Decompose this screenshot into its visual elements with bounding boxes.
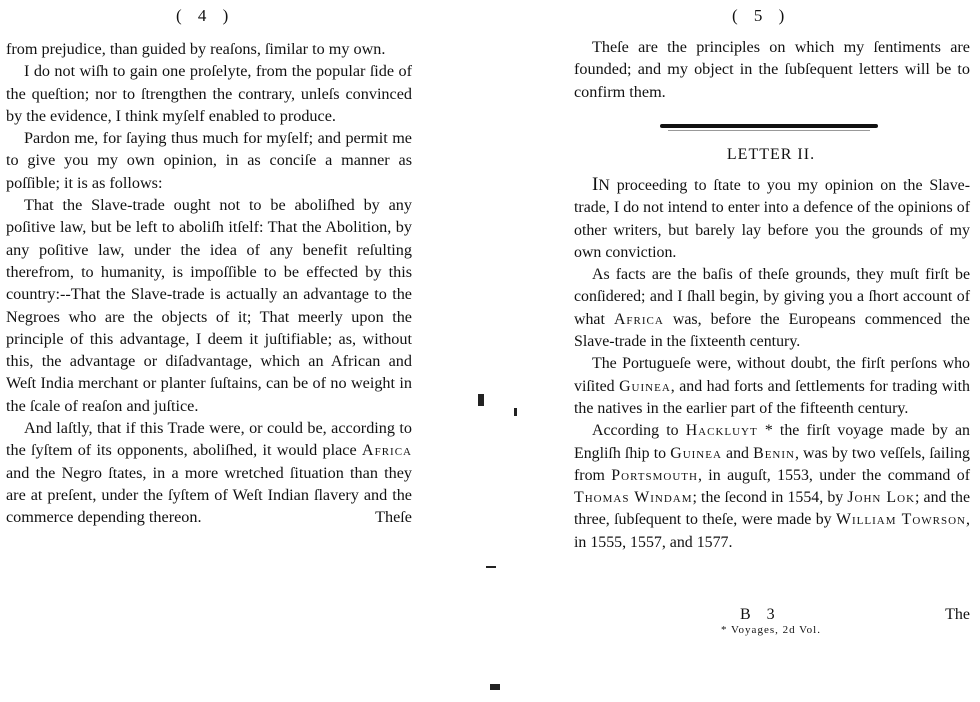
paragraph: As facts are the baſis of theſe grounds, they muſt firſt be conſidered; and I ſhall begin, by giving you a ſhort account of what Africa was, before the Europeans commenced the Slave-trade in the ſixteenth century. — [574, 266, 970, 351]
paragraph: Theſe are the principles on which my ſentiments are founded; and my object in the ſubſequent letters will be to confirm them. — [574, 38, 970, 101]
letter-body — [574, 174, 970, 554]
paragraph-last: And laſtly, that if this Trade were, or could be, according to the ſyſtem of its opponents, aboliſhed, it would place Africa and the Negro ſtates, in a more wretched ſituation than they are at preſent, under the ſyſtem of Weſt Indian ſlavery and the commerce depending thereon. Theſe — [6, 417, 412, 528]
gutter-speck — [490, 684, 500, 690]
gutter-speck — [478, 394, 484, 406]
place-name-africa: Africa — [361, 441, 412, 460]
left-page — [0, 0, 420, 702]
footnote: * Voyages, 2d Vol. — [720, 624, 821, 636]
place-name-benin: Benin — [753, 444, 795, 462]
person-john-lok: John Lok — [847, 489, 916, 507]
right-page-number: ( 5 ) — [732, 6, 791, 25]
right-page-opening — [574, 36, 970, 103]
section-rule — [660, 124, 878, 128]
page-foot — [574, 606, 970, 624]
catchword: The — [945, 606, 970, 623]
left-page-body — [6, 38, 412, 529]
paragraph: According to Hackluyt * the firſt voyage made by an Engliſh ſhip to Guinea and Benin, was by two veſſels, ſailing from Portsmouth, in auguſt, 1553, under the command of Thomas Windam; the ſecond in 1554, by John Lok; and the three, ſubſequent to theſe, were made by William Towrson, in 1555, 1557, and 1577. — [574, 422, 970, 551]
author-hackluyt: Hackluyt — [685, 422, 758, 440]
paragraph: I do not wiſh to gain one proſelyte, from the popular ſide of the queſtion; nor to ſtrengthen the contrary, unleſs convinced by the evidence, I think myſelf enabled to produce. — [6, 62, 412, 125]
place-name-guinea: Guinea — [670, 444, 722, 462]
paragraph: Pardon me, for ſaying thus much for myſelf; and permit me to give you my own opinion, in as conciſe a manner as poſſible; it is as follows: — [6, 129, 412, 192]
left-page-number: ( 4 ) — [176, 6, 235, 25]
person-thomas-windam: Thomas Windam — [574, 489, 693, 507]
gutter-speck — [486, 566, 496, 568]
paragraph: That the Slave-trade ought not to be aboliſhed by any poſitive law, but be left to aboliſh itſelf: That the Abolition, by any poſitive law, under the idea of any benefit reſulting therefrom, to humanity, is impoſſible to be effected by this country:--That the Slave-trade is actually an advantage to the Negroes who are the objects of it; That meerly upon the principle of this advantage, I deem it juſtifiable; as, without this, the advantage or diſadvantage, which an African and Weſt India merchant or planter ſuſtains, can be of no weight in the ſcale of reaſon and juſtice. — [6, 196, 412, 415]
paragraph: The Portugueſe were, without doubt, the firſt perſons who viſited Guinea, and had forts and ſettlements for trading with the natives in the earlier part of the fifteenth century. — [574, 355, 970, 417]
letter-heading: LETTER II. — [726, 146, 816, 163]
person-william-towrson: William Towrson — [836, 511, 966, 529]
catchword: Theſe — [375, 508, 412, 527]
place-name-guinea: Guinea — [619, 377, 671, 395]
place-name-portsmouth: Portsmouth — [611, 466, 698, 484]
drop-cap: I — [592, 174, 599, 195]
paragraph: IN proceeding to ſtate to you my opinion on the Slave-trade, I do not intend to enter into a defence of the opinions of other writers, but barely lay before you the grounds of my own conviction. — [574, 174, 970, 261]
right-page — [572, 0, 972, 702]
paragraph: from prejudice, than guided by reaſons, ſimilar to my own. — [6, 40, 386, 58]
place-name-africa: Africa — [613, 310, 664, 328]
gutter-speck — [514, 408, 517, 416]
signature-mark: B 3 — [740, 606, 781, 623]
